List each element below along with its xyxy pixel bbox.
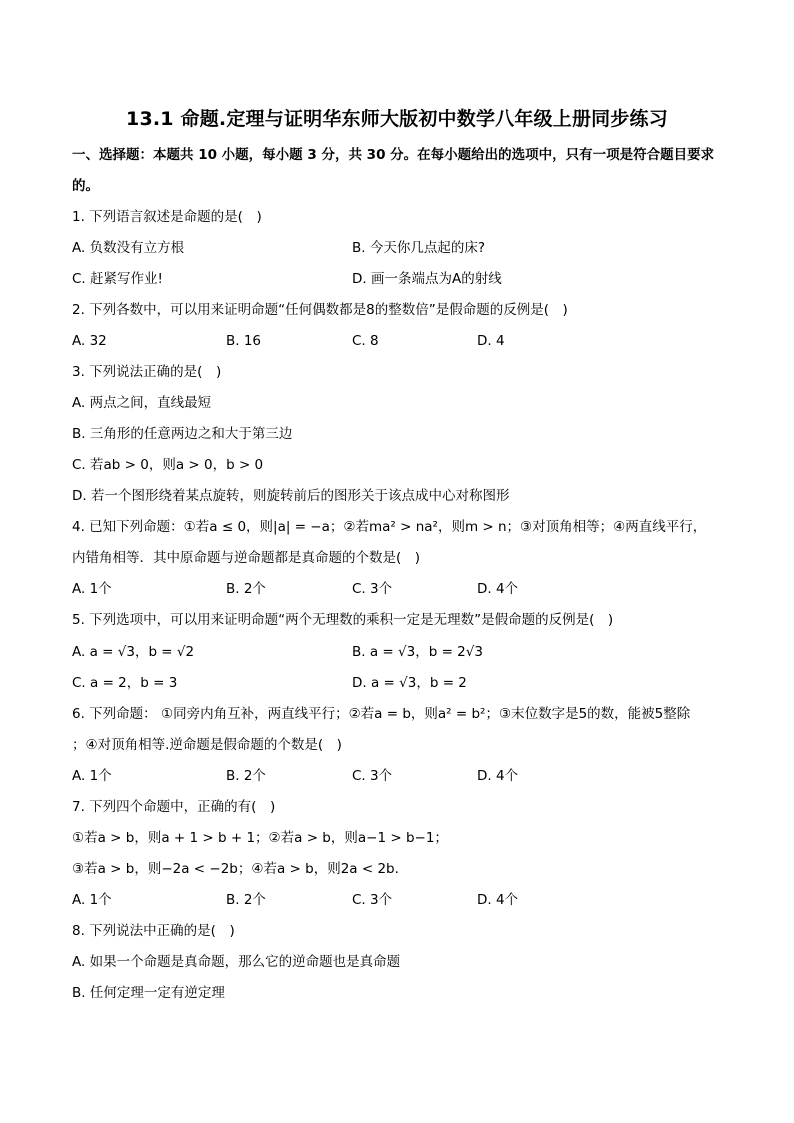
question-6-option-d: D. 4个 bbox=[477, 768, 519, 784]
question-3-option-d: D. 若一个图形绕着某点旋转，则旋转前后的图形关于该点成中心对称图形 bbox=[72, 488, 510, 504]
question-2-option-a: A. 32 bbox=[72, 333, 107, 349]
question-7-statements-line-1: ①若a > b，则a + 1 > b + 1；②若a > b，则a−1 > b−1； bbox=[72, 830, 448, 846]
question-7-option-d: D. 4个 bbox=[477, 892, 519, 908]
question-5-option-b: B. a = √3，b = 2√3 bbox=[352, 644, 483, 660]
question-4-option-d: D. 4个 bbox=[477, 581, 519, 597]
question-1-stem: 1. 下列语言叙述是命题的是( ) bbox=[72, 209, 262, 225]
question-4-option-b: B. 2个 bbox=[226, 581, 266, 597]
question-6-option-a: A. 1个 bbox=[72, 768, 112, 784]
question-5-option-a: A. a = √3，b = √2 bbox=[72, 644, 195, 660]
question-3-stem: 3. 下列说法正确的是( ) bbox=[72, 364, 222, 380]
question-7-option-b: B. 2个 bbox=[226, 892, 266, 908]
question-5-option-c: C. a = 2，b = 3 bbox=[72, 675, 178, 691]
question-6-option-b: B. 2个 bbox=[226, 768, 266, 784]
question-5-option-d: D. a = √3，b = 2 bbox=[352, 675, 467, 691]
question-4-option-a: A. 1个 bbox=[72, 581, 112, 597]
question-1-option-d: D. 画一条端点为A的射线 bbox=[352, 271, 502, 287]
question-2-option-d: D. 4 bbox=[477, 333, 505, 349]
section-header-line-2: 的。 bbox=[72, 178, 99, 194]
question-4-stem-line-2: 内错角相等．其中原命题与逆命题都是真命题的个数是( ) bbox=[72, 550, 421, 566]
question-7-statements-line-2: ③若a > b，则−2a < −2b；④若a > b，则2a < 2b. bbox=[72, 861, 399, 877]
question-8-option-a: A. 如果一个命题是真命题，那么它的逆命题也是真命题 bbox=[72, 954, 401, 970]
question-7-option-a: A. 1个 bbox=[72, 892, 112, 908]
question-8-option-b: B. 任何定理一定有逆定理 bbox=[72, 985, 225, 1001]
question-7-stem: 7. 下列四个命题中，正确的有( ) bbox=[72, 799, 276, 815]
question-4-option-c: C. 3个 bbox=[352, 581, 393, 597]
question-3-option-a: A. 两点之间，直线最短 bbox=[72, 395, 212, 411]
question-1-option-a: A. 负数没有立方根 bbox=[72, 240, 185, 256]
question-2-stem: 2. 下列各数中，可以用来证明命题“任何偶数都是8的整数倍”是假命题的反例是( ) bbox=[72, 302, 568, 318]
question-1-option-b: B. 今天你几点起的床? bbox=[352, 240, 486, 256]
question-6-stem-line-2: ；④对顶角相等.逆命题是假命题的个数是( ) bbox=[72, 737, 342, 753]
question-6-option-c: C. 3个 bbox=[352, 768, 393, 784]
section-header-line-1: 一、选择题：本题共 10 小题，每小题 3 分，共 30 分。在每小题给出的选项中，只有一项是符合题目要求 bbox=[72, 147, 715, 163]
question-2-option-b: B. 16 bbox=[226, 333, 262, 349]
question-8-stem: 8. 下列说法中正确的是( ) bbox=[72, 923, 235, 939]
question-5-stem: 5. 下列选项中，可以用来证明命题“两个无理数的乘积一定是无理数”是假命题的反例是( ) bbox=[72, 612, 614, 628]
document-title: 13.1 命题.定理与证明华东师大版初中数学八年级上册同步练习 bbox=[126, 108, 668, 130]
question-6-stem-line-1: 6. 下列命题： ①同旁内角互补，两直线平行；②若a = b，则a² = b²；③末位数字是5的数，能被5整除 bbox=[72, 706, 691, 722]
question-4-stem-line-1: 4. 已知下列命题：①若a ≤ 0，则|a| = −a；②若ma² > na²，则m > n；③对顶角相等；④两直线平行， bbox=[72, 519, 707, 535]
question-3-option-b: B. 三角形的任意两边之和大于第三边 bbox=[72, 426, 293, 442]
question-2-option-c: C. 8 bbox=[352, 333, 379, 349]
question-1-option-c: C. 赶紧写作业! bbox=[72, 271, 163, 287]
question-7-option-c: C. 3个 bbox=[352, 892, 393, 908]
question-3-option-c: C. 若ab > 0，则a > 0，b > 0 bbox=[72, 457, 264, 473]
